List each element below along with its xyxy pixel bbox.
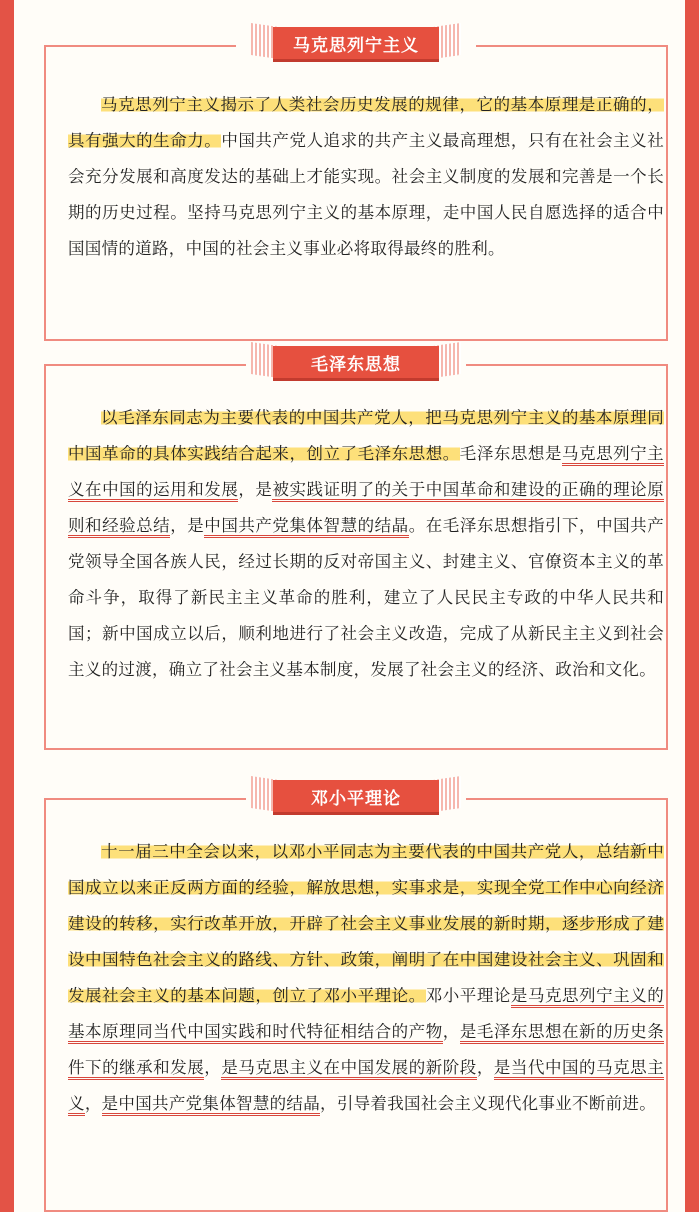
underlined-text: 中国共产党集体智慧的结晶	[204, 516, 408, 538]
body-text: ，	[442, 1022, 460, 1041]
paragraph	[68, 400, 664, 688]
section-title: 邓小平理论	[273, 780, 439, 812]
section-title: 毛泽东思想	[273, 346, 439, 378]
section-body	[68, 834, 664, 1122]
underlined-text: 是马克思主义在中国发展的新阶段	[221, 1058, 477, 1080]
body-text: 毛泽东思想是	[459, 444, 563, 463]
section-body	[68, 87, 664, 267]
section-title: 马克思列宁主义	[273, 27, 439, 59]
body-text: ，	[476, 1058, 494, 1077]
body-text: 中国共产党人追求的共产主义最高理想，只有在社会主义社会充分发展和高度发达的基础上才能实现。社会主义制度的发展和完善是一个长期的历史过程。坚持马克思列宁主义的基本原理，走中国人民自愿选择的适合中国国情的道路，中国的社会主义事业必将取得最终的胜利。	[68, 131, 664, 258]
body-text: ，引导着我国社会主义现代化事业不断前进。	[320, 1094, 657, 1113]
section-body	[68, 400, 664, 688]
body-text: ，是	[238, 480, 273, 499]
underlined-text: 是毛泽东思想在新的历史条件下的继承和发展	[68, 1022, 664, 1080]
highlighted-text: 马克思列宁主义揭示了人类社会历史发展的规律，它的基本原理是正确的，具有强大的生命力。	[68, 95, 664, 150]
section-title-badge	[251, 776, 461, 816]
section-marxism-leninism	[44, 35, 668, 341]
section-deng-xiaoping-theory	[44, 788, 668, 1212]
highlighted-text: 以毛泽东同志为主要代表的中国共产党人，把马克思列宁主义的基本原理同中国革命的具体实践结合起来，创立了毛泽东思想。	[68, 408, 664, 463]
body-text: ，是	[170, 516, 205, 535]
paragraph	[68, 87, 664, 267]
section-border	[46, 45, 236, 47]
section-border	[46, 798, 246, 800]
section-title-badge	[251, 23, 461, 63]
body-text: 。在毛泽东思想指引下，中国共产党领导全国各族人民，经过长期的反对帝国主义、封建主义、官僚资本主义的革命斗争，取得了新民主主义革命的胜利，建立了人民民主专政的中华人民共和国；新中国成立以后，顺利地进行了社会主义改造，完成了从新民主主义到社会主义的过渡，确立了社会主义基本制度，发展了社会主义的经济、政治和文化。	[68, 516, 664, 679]
section-border	[466, 798, 666, 800]
underlined-text: 是当代中国的马克思主义	[68, 1058, 664, 1116]
section-border	[476, 45, 666, 47]
underlined-text: 马克思列宁主义在中国的运用和发展	[68, 444, 664, 502]
content-page	[14, 0, 685, 1212]
underlined-text: 是马克思列宁主义的基本原理同当代中国实践和时代特征相结合的产物	[68, 986, 664, 1044]
body-text: 邓小平理论	[425, 986, 511, 1005]
section-border	[466, 364, 666, 366]
body-text: ，	[204, 1058, 222, 1077]
underlined-text: 是中国共产党集体智慧的结晶	[102, 1094, 320, 1116]
section-border	[46, 364, 246, 366]
paragraph	[68, 834, 664, 1122]
body-text: ，	[84, 1094, 102, 1113]
underlined-text: 被实践证明了的关于中国革命和建设的正确的理论原则和经验总结	[68, 480, 664, 538]
section-mao-zedong-thought	[44, 354, 668, 750]
highlighted-text: 十一届三中全会以来，以邓小平同志为主要代表的中国共产党人，总结新中国成立以来正反两方面的经验，解放思想，实事求是，实现全党工作中心向经济建设的转移，实行改革开放，开辟了社会主义事业发展的新时期，逐步形成了建设中国特色社会主义的路线、方针、政策，阐明了在中国建设社会主义、巩固和发展社会主义的基本问题，创立了邓小平理论。	[68, 842, 664, 1005]
section-title-badge	[251, 342, 461, 382]
